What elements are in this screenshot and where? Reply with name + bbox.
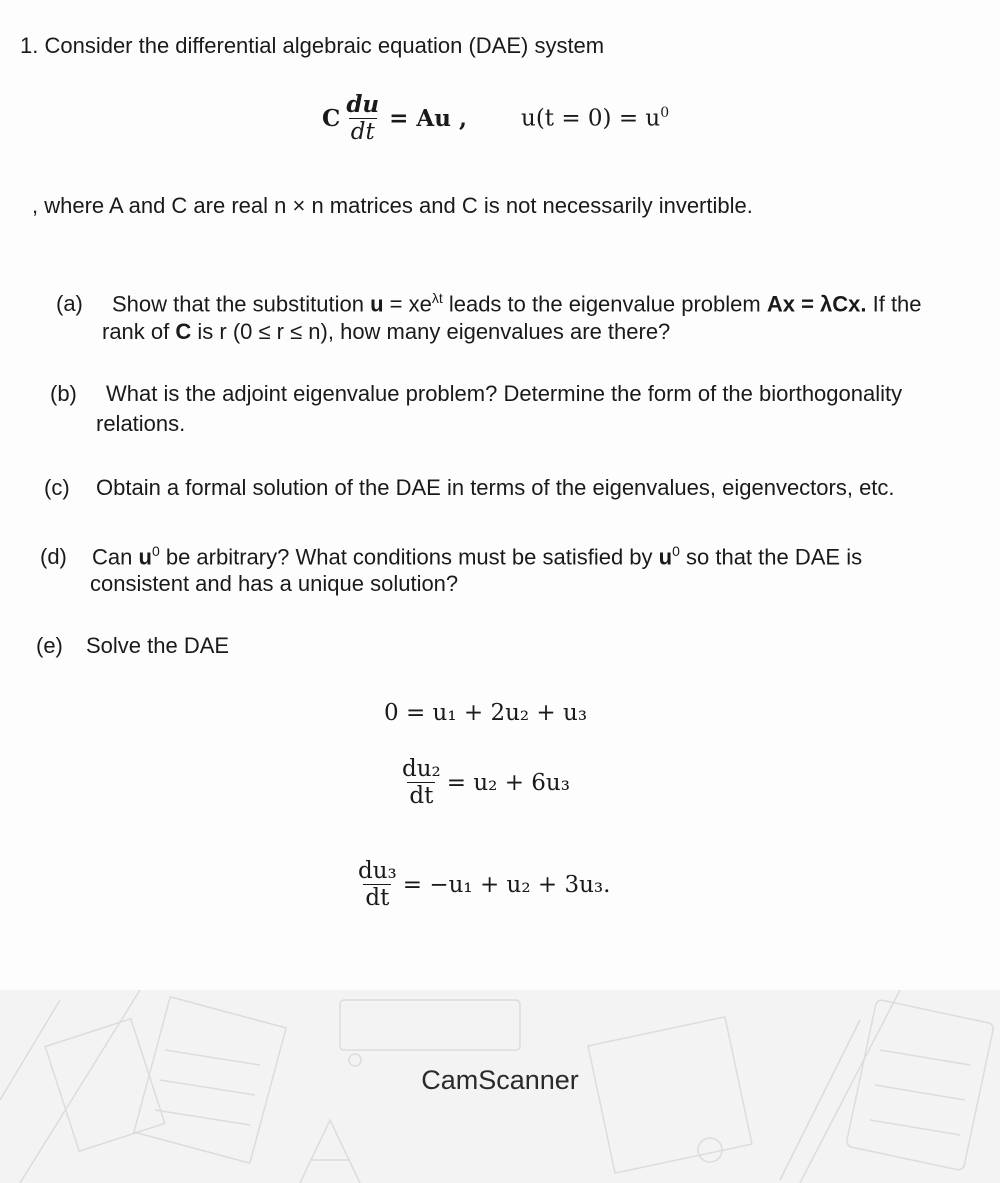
initial-condition xyxy=(521,105,669,132)
where-clause: , where A and C are real n × n matrices and C is not necessarily invertible. xyxy=(32,193,753,218)
main-equation xyxy=(322,92,669,145)
part-e xyxy=(36,632,229,660)
initial-condition-sup: 0 xyxy=(660,105,670,122)
fraction-numerator: du xyxy=(346,91,380,118)
part-a-line1 xyxy=(56,284,922,318)
system-eq3-num: du₃ xyxy=(358,858,397,884)
part-a-eigen-problem: Ax = λCx. xyxy=(766,291,867,317)
fraction-denominator: dt xyxy=(350,119,375,145)
system-eq3 xyxy=(352,858,610,911)
part-a-line2-c: C xyxy=(175,319,192,344)
part-a-line2 xyxy=(102,318,670,346)
part-a-subst-mid: = xe xyxy=(383,291,432,317)
part-c-label: (c) xyxy=(44,475,70,500)
part-d-mid: be arbitrary? What conditions must be satisfied by xyxy=(159,544,659,570)
part-d-post: so that the DAE is xyxy=(679,544,863,570)
part-d-pre: Can xyxy=(92,544,139,570)
part-a-line2-pre: rank of xyxy=(102,319,176,344)
system-eq3-rhs: = −u₁ + u₂ + 3u₃. xyxy=(402,871,611,898)
part-e-text: Solve the DAE xyxy=(86,633,230,658)
system-eq1: 0 = u₁ + 2u₂ + u₃ xyxy=(384,700,588,726)
system-eq3-den: dt xyxy=(365,885,390,911)
part-a-label: (a) xyxy=(56,291,83,317)
system-eq3-fraction xyxy=(356,858,399,911)
part-b-line2: relations. xyxy=(96,411,186,436)
part-d-label: (d) xyxy=(40,544,67,570)
part-b-text: What is the adjoint eigenvalue problem? Determine the form of the biorthogonality xyxy=(106,381,903,406)
camscanner-brand: CamScanner xyxy=(421,1065,579,1095)
system-eq2-num: du₂ xyxy=(402,756,441,782)
part-a-text-mid: leads to the eigenvalue problem xyxy=(442,291,767,317)
equation-rhs: = Au , xyxy=(389,105,467,132)
part-d-sup: 0 xyxy=(151,543,160,559)
part-a-subst-u: u xyxy=(370,291,384,317)
part-a-line2-post: is r (0 ≤ r ≤ n), how many eigenvalues are there? xyxy=(191,319,671,344)
derivative-fraction xyxy=(344,92,381,145)
system-eq2-fraction xyxy=(400,756,443,809)
part-d-line2: consistent and has a unique solution? xyxy=(90,571,459,596)
part-a-text-pre: Show that the substitution xyxy=(112,291,371,317)
problem-intro: 1. Consider the differential algebraic equation (DAE) system xyxy=(20,33,605,58)
part-e-label: (e) xyxy=(36,633,63,658)
camscanner-watermark xyxy=(0,990,1000,1183)
part-d-sup2: 0 xyxy=(672,543,680,559)
part-d-line1 xyxy=(40,537,862,571)
part-b-label: (b) xyxy=(50,381,77,406)
part-a-text-post: If the xyxy=(866,291,922,317)
part-a-subst-sup: λt xyxy=(431,290,443,306)
system-eq2 xyxy=(396,756,570,809)
part-d-u: u xyxy=(138,544,152,570)
system-eq2-den: dt xyxy=(409,783,434,809)
initial-condition-text: u(t = 0) = u xyxy=(521,105,661,132)
part-b-line1 xyxy=(50,380,902,408)
part-d-u2: u xyxy=(658,544,673,570)
matrix-c: C xyxy=(322,105,341,132)
part-c-text: Obtain a formal solution of the DAE in terms of the eigenvalues, eigenvectors, etc. xyxy=(96,475,895,500)
part-c xyxy=(44,474,895,502)
system-eq2-rhs: = u₂ + 6u₃ xyxy=(446,769,570,796)
